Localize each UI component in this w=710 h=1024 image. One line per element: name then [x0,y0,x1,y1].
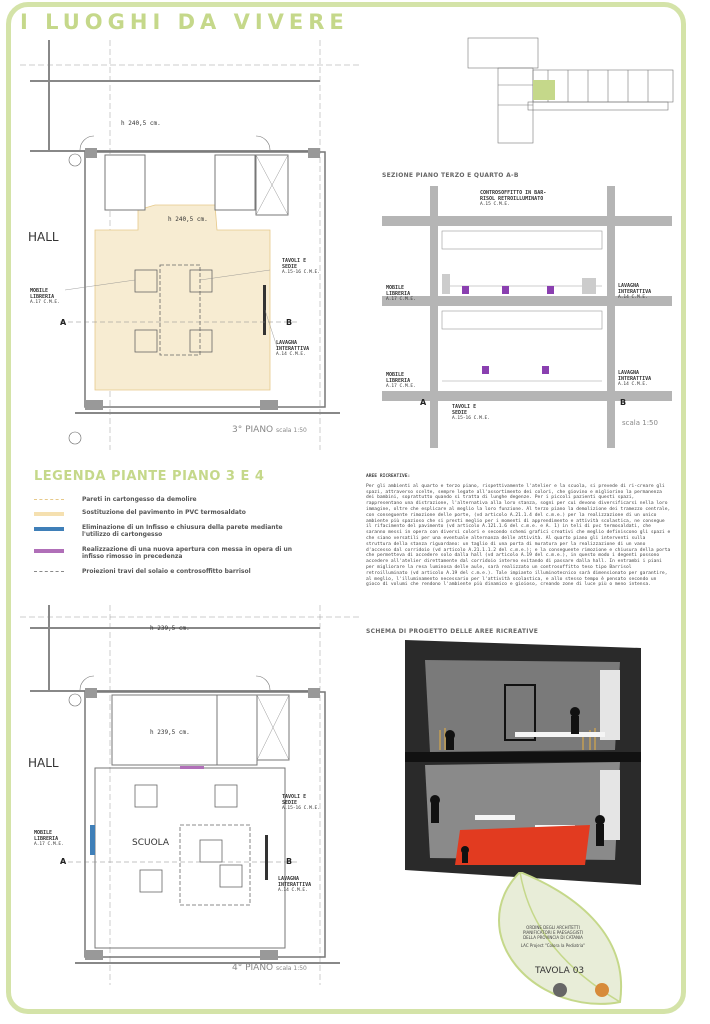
hall-label-3: HALL [28,230,59,244]
aree-heading: AREE RICREATIVE: [366,474,411,479]
controsoffitto-ref: A.15 C.M.E. [480,202,510,207]
floor-plan-3 [20,40,360,450]
plan-4-caption-text: 4° PIANO [232,963,274,973]
section-mark-a-4: A [60,857,67,866]
section-mark-b-4: B [286,857,293,866]
section-mobile-label-2: MOBILE LIBRERIA [386,372,411,384]
lavagna-ref-4: A.14 C.M.E. [278,888,308,893]
legend-item [34,524,302,538]
aree-ricreative-text [366,474,671,588]
section-mark-b: B [620,398,627,407]
floor-plan-4 [20,605,360,985]
legend-item-text: Realizzazione di una nuova apertura con messa in opera di un infisso rimosso in precedenza [82,546,293,560]
render-3d-scheme [405,640,641,885]
section-mark-a: A [420,398,427,407]
height-label-4-inner: h 239,5 cm. [150,729,190,736]
plan-3-caption-text: 3° PIANO [232,425,274,435]
section-tavoli-label: TAVOLI E SEDIE [452,404,477,416]
section-mobile-ref: A.17 C.M.E. [386,297,416,302]
section-lavagna-label-2: LAVAGNA INTERATTIVA [618,370,652,382]
plan-4-caption [232,963,307,973]
aree-body: Per gli ambienti al quarto e terzo piano, rispettivamente l'atelier e la scuola, si prevede di ri-creare gli spazi, attraverso scelte, sempre legate all'assortimento dei colori, che giovino e migliorino la permanenza dei bambini, soprattutto quando si tratta di lunghe degenze. Per i piccoli pazienti questi spazi, rappresentano una distrazione, l'alternativa alla loro stanza, sogni per cui devono diversificarsi nella loro immagine, oltre che esplicare al meglio la loro funzione. Al terzo piano la demolizione dei tramezzo centrale, con conseguente rimozione delle porte, (vd articolo A.21.1.4 del c.m.e.) per la realizzazione di un unico ambiente più spazioso che si presti meglio per i momenti di apprendimento e attività scolastica, ne consegue il rifacimento del pavimento (vd articolo A.121.1.6 del c.m.e. e A. 1) in teli di pvc termosaldati, che saranno messi in opera con diversi colori e secondo schemi grafici creativi che meglio definiscono gli spazi e che siano versatili per una eventuale alternanza delle attività. Al quarto piano gli interventi sulla struttura della stanza riguardano: un taglio di una porta di muratura per la realizzazione di un vano d'accesso dal corridoio (vd articolo A.21.1.1.2 del c.m.e.); e la conseguente rimozione e chiusura della porta che permetteva di accedere solo dalla hall (vd articolo A.19 del c.m.e.), in questo modo i degenti possono accedere all'atelier direttamente dal corridoio interno evitando di passare dalla hall. In entrambi i piani per migliorare la resa luminosa delle aule, sarà realizzato un controsoffitto teso tipo Barrisol retroilluminato (vd articolo A.19 del c.m.e.). Tale impianto illuminotecnico sarà dimensionato per garantire, al meglio, l'illuminamento necessario per l'attività scolastica, e allo stesso tempo è pensato secondo un gioco di volumi che rendono l'ambiente più dinamico e gioioso, creando zone di luce più o meno intensa. [366,483,671,588]
logo-icon [553,983,567,997]
mobile-libreria-label-3: MOBILE LIBRERIA [30,288,55,300]
mobile-libreria-label-4: MOBILE LIBRERIA [34,830,59,842]
leaf-text [513,925,593,948]
section-title: SEZIONE PIANO TERZO E QUARTO A-B [382,172,519,179]
mobile-libreria-ref-4: A.17 C.M.E. [34,842,64,847]
scuola-label: SCUOLA [132,838,170,848]
legend-title: LEGENDA PIANTE PIANO 3 E 4 [34,469,265,484]
section-scale: scala 1:50 [622,419,658,427]
height-label-4-top: h 239,5 cm. [150,625,190,632]
tavoli-label-4: TAVOLI E SEDIE [282,794,307,806]
tavola-label: TAVOLA 03 [535,966,585,976]
legend-item [34,496,302,503]
site-plan-thumbnail [448,30,678,150]
legend-swatch-floor [34,512,64,516]
lavagna-ref-3: A.14 C.M.E. [276,352,306,357]
legend-swatch-dashed [34,499,64,500]
controsoffitto-label: CONTROSOFFITTO IN BAR- RISOL RETROILLUMINATO [480,190,547,202]
legend-item-text: Pareti in cartongesso da demolire [82,496,197,503]
section-drawing [382,186,672,448]
lavagna-label-4: LAVAGNA INTERATTIVA [278,876,312,888]
leaf-org: ORDINE DEGLI ARCHITETTI PIANIFICATORI E PAESAGGISTI DELLA PROVINCIA DI CATANIA [522,925,584,940]
page-title: I LUOGHI DA VIVERE [20,10,349,34]
legend-item [34,568,302,575]
legend-swatch-gray [34,571,64,572]
section-mobile-label: MOBILE LIBRERIA [386,285,411,297]
tavoli-ref-4: A.15-16 C.M.E. [282,806,320,811]
legend-item [34,509,302,516]
logo-icon-2 [595,983,609,997]
legend-item-text: Eliminazione di un Infisso e chiusura della parete mediante l'utilizzo di cartongesso [82,524,283,538]
mobile-libreria-ref-3: A.17 C.M.E. [30,300,60,305]
section-mark-a-3: A [60,318,67,327]
plan-3-scale: scala 1:50 [276,427,307,434]
section-lavagna-label: LAVAGNA INTERATTIVA [618,283,652,295]
section-lavagna-ref: A.14 C.M.E. [618,295,648,300]
schema-title: SCHEMA DI PROGETTO DELLE AREE RICREATIVE [366,628,539,635]
legend-item [34,546,302,560]
legend-swatch-purple [34,549,64,553]
leaf-project: LAC Project "Colora la Pediatria" [520,943,586,948]
lavagna-label-3: LAVAGNA INTERATTIVA [276,340,310,352]
legend-swatch-blue [34,527,64,531]
tavoli-ref-3: A.15-16 C.M.E. [282,270,320,275]
legend-item-text: Proiezioni travi del solaio e controsoffitto barrisol [82,568,251,575]
tavoli-label-3: TAVOLI E SEDIE [282,258,307,270]
hall-label-4: HALL [28,756,59,770]
section-lavagna-ref-2: A.14 C.M.E. [618,382,648,387]
height-label-3-top: h 240,5 cm. [121,120,161,127]
section-tavoli-ref: A.15-16 C.M.E. [452,416,490,421]
legend-item-text: Sostituzione del pavimento in PVC termosaldato [82,509,246,516]
plan-3-caption [232,425,307,435]
height-label-3-inner: h 240,5 cm. [168,216,208,223]
plan-4-scale: scala 1:50 [276,965,307,972]
section-mobile-ref-2: A.17 C.M.E. [386,384,416,389]
section-mark-b-3: B [286,318,293,327]
